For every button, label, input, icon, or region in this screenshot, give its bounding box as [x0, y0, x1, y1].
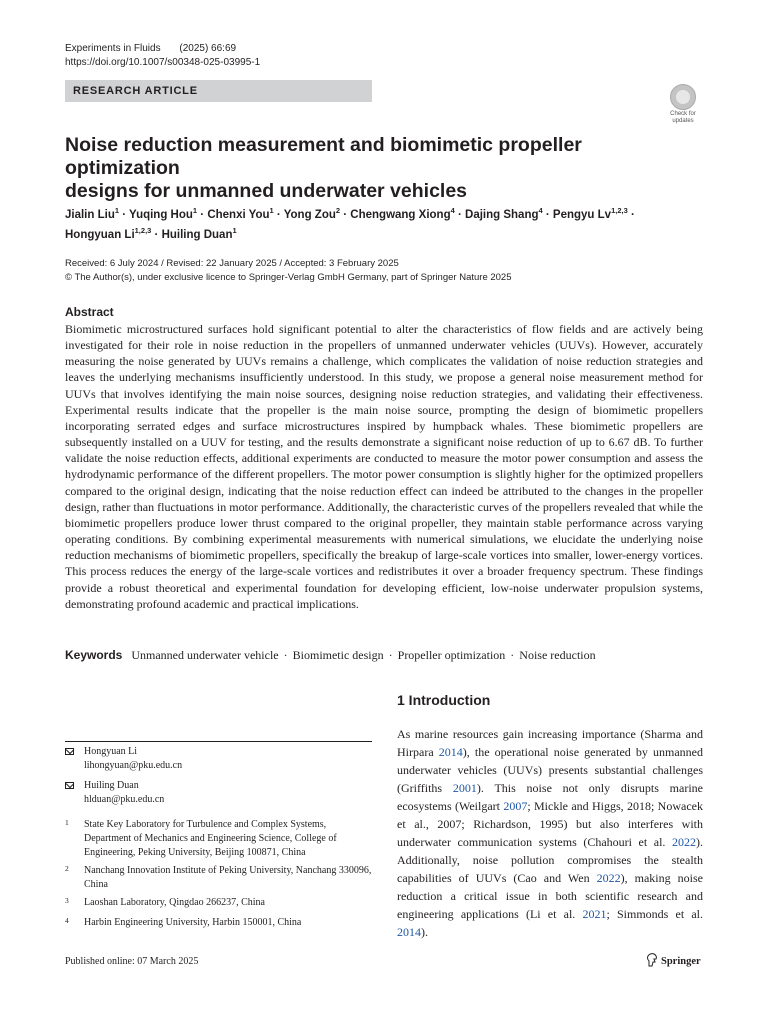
citation-link[interactable]: 2022 [672, 835, 696, 849]
author[interactable]: Pengyu Lv$^{1,2,3}$ [552, 206, 628, 221]
affiliation-number: 4 [65, 916, 69, 925]
citation-link[interactable]: 2021 [582, 907, 607, 921]
contact-email[interactable]: hlduan@pku.edu.cn [84, 794, 165, 805]
keywords-heading: Keywords [65, 648, 123, 662]
affiliation [65, 916, 372, 930]
author[interactable]: Dajing Shang$^4$ [465, 206, 543, 221]
contact-entry [65, 745, 182, 773]
publisher-logo [646, 953, 701, 969]
author[interactable]: Chenxi You$^1$ [207, 206, 274, 221]
affiliation-number: 1 [65, 818, 69, 827]
article-dates: Received: 6 July 2024 / Revised: 22 January 2025 / Accepted: 3 February 2025 [65, 258, 399, 269]
title-line-1: Noise reduction measurement and biomimetic propeller optimization [65, 134, 582, 179]
badge-line-1: Check for [670, 111, 696, 117]
author[interactable]: Huiling Duan$^1$ [161, 225, 237, 241]
copyright-notice: © The Author(s), under exclusive licence to Springer-Verlag GmbH Germany, part of Springer Nature 2025 [65, 272, 512, 283]
springer-horse-icon [646, 953, 658, 967]
author[interactable]: Hongyuan Li$^{1,2,3}$ [65, 225, 152, 241]
affiliation [65, 896, 372, 910]
check-for-updates-icon [670, 84, 696, 110]
keyword: Noise reduction [519, 648, 596, 662]
keyword: Unmanned underwater vehicle [131, 648, 279, 662]
affiliation-text: Nanchang Innovation Institute of Peking University, Nanchang 330096, China [84, 865, 372, 890]
doi-link[interactable]: https://doi.org/10.1007/s00348-025-03995-1 [65, 57, 261, 68]
article-title [65, 134, 685, 203]
affiliation-text: Laoshan Laboratory, Qingdao 266237, China [84, 897, 265, 908]
title-line-2: designs for unmanned underwater vehicles [65, 180, 468, 202]
affiliation-number: 3 [65, 896, 69, 905]
author[interactable]: Chengwang Xiong$^4$ [350, 206, 455, 221]
published-date: Published online: 07 March 2025 [65, 956, 199, 967]
citation-link[interactable]: 2014 [397, 925, 421, 939]
introduction-heading: 1 Introduction [397, 692, 491, 708]
publisher-name: Springer [661, 956, 701, 967]
affiliation-text: Harbin Engineering University, Harbin 150001, China [84, 917, 302, 928]
citation-link[interactable]: 2014 [438, 745, 463, 759]
contact-name: Hongyuan Li [84, 746, 138, 757]
abstract-text: Biomimetic microstructured surfaces hold significant potential to alter the characteristics of flow fields and are actively being investigated for their role in noise reduction in the propellers of unmanned underwater vehicles (UUVs). However, accurately measuring the noise generated by UUVs remains a challenge, which complicates the validation of noise reduction strategies and leaves the underlying mechanisms insufficiently understood. In this study, we propose a general noise measurement method for UUVs that involves identifying the main noise sources, designing noise reduction strategies, and validating their effectiveness. Experimental results indicate that the propeller is the main noise source, prompting the design of biomimetic propellers incorporating serrated edges and surface microstructures inspired by humpback whales. These biomimetic propellers are subsequently installed on a UUV for testing, and the results demonstrate a significant noise reduction of up to 6.67 dB. To further validate the noise reduction effects, additional experiments are conducted to measure the motor power consumption and assess the hydrodynamic performance of the different propellers. The motor power consumption is slightly higher for the optimized propellers compared to the original design, indicating that the noise reduction effect can indeed be attributed to the changes in the propeller design, rather than fluctuations in motor performance. Additionally, the characteristic curves of the propellers revealed that while the biomimetic propellers produce lower thrust compared to the original propeller, they maintain stable performance across varying operating conditions. By combining experimental measurements with numerical simulations, we elucidate the underlying noise reduction mechanisms of biomimetic propellers, specifically the breakup of large-scale vortices into smaller, lower-energy vortices. This process reduces the energy of the large-scale vortices and redistributes it over a broader frequency spectrum. These findings provide a robust theoretical and experimental foundation for developing efficient, low-noise underwater propulsion systems, demonstrating profound academic and practical implications. [65, 322, 703, 611]
journal-name: Experiments in Fluids [65, 43, 161, 54]
footnote-divider [65, 741, 372, 742]
author-list: Jialin Liu$^1$ · Yuqing Hou$^1$ · Chenxi You$^1$ · Yong Zou$^2$ · Chengwang Xiong$^4$ · Dajing Shang$^4$ · Pengyu Lv$^{1,2,3}$ · Hongyuan Li$^{1,2,3}$ · Huiling Duan$^1$ [65, 206, 635, 241]
article-type-label: RESEARCH ARTICLE [73, 85, 198, 97]
keyword: Biomimetic design [292, 648, 384, 662]
affiliation-text: State Key Laboratory for Turbulence and Complex Systems, Department of Mechanics and Engineering Science, College of Engineering, Peking University, Beijing 100871, China [84, 819, 337, 858]
check-for-updates-badge[interactable] [664, 84, 702, 124]
citation-link[interactable]: 2007 [503, 799, 528, 813]
envelope-icon [65, 748, 74, 755]
article-type-banner [65, 80, 372, 102]
abstract-heading: Abstract [65, 305, 114, 319]
introduction-paragraph: As marine resources gain increasing importance (Sharma and Hirpara 2014), the operational noise generated by unmanned underwater vehicles (UUVs) presents substantial challenges (Griffiths 2001). This noise not only disrupts marine ecosystems (Weilgart 2007; Mickle and Higgs, 2018; Nowacek et al., 2007; Richardson, 1995) but also interferes with underwater communication systems (Chahouri et al. 2022). Additionally, noise pollution compromises the stealth capabilities of UUVs (Cao and Wen 2022), making noise reduction a critical issue in both scientific research and engineering applications (Li et al. 2021; Simmonds et al. 2014). [397, 727, 704, 939]
contact-name: Huiling Duan [84, 780, 139, 791]
affiliation-number: 2 [65, 864, 69, 873]
affiliation [65, 818, 372, 860]
journal-issue: (2025) 66:69 [179, 43, 237, 54]
author[interactable]: Jialin Liu$^1$ [65, 206, 120, 221]
affiliation [65, 864, 372, 892]
author[interactable]: Yuqing Hou$^1$ [129, 206, 198, 221]
keywords: Keywords Unmanned underwater vehicle · Biomimetic design · Propeller optimization · Noise reduction [65, 648, 596, 662]
keyword: Propeller optimization [397, 648, 506, 662]
badge-line-2: updates [672, 118, 694, 124]
citation-link[interactable]: 2022 [596, 871, 621, 885]
envelope-icon [65, 782, 74, 789]
author[interactable]: Yong Zou$^2$ [283, 206, 341, 221]
contact-email[interactable]: lihongyuan@pku.edu.cn [84, 760, 183, 771]
citation-link[interactable]: 2001 [452, 781, 477, 795]
contact-entry [65, 779, 164, 807]
journal-line [65, 41, 252, 56]
